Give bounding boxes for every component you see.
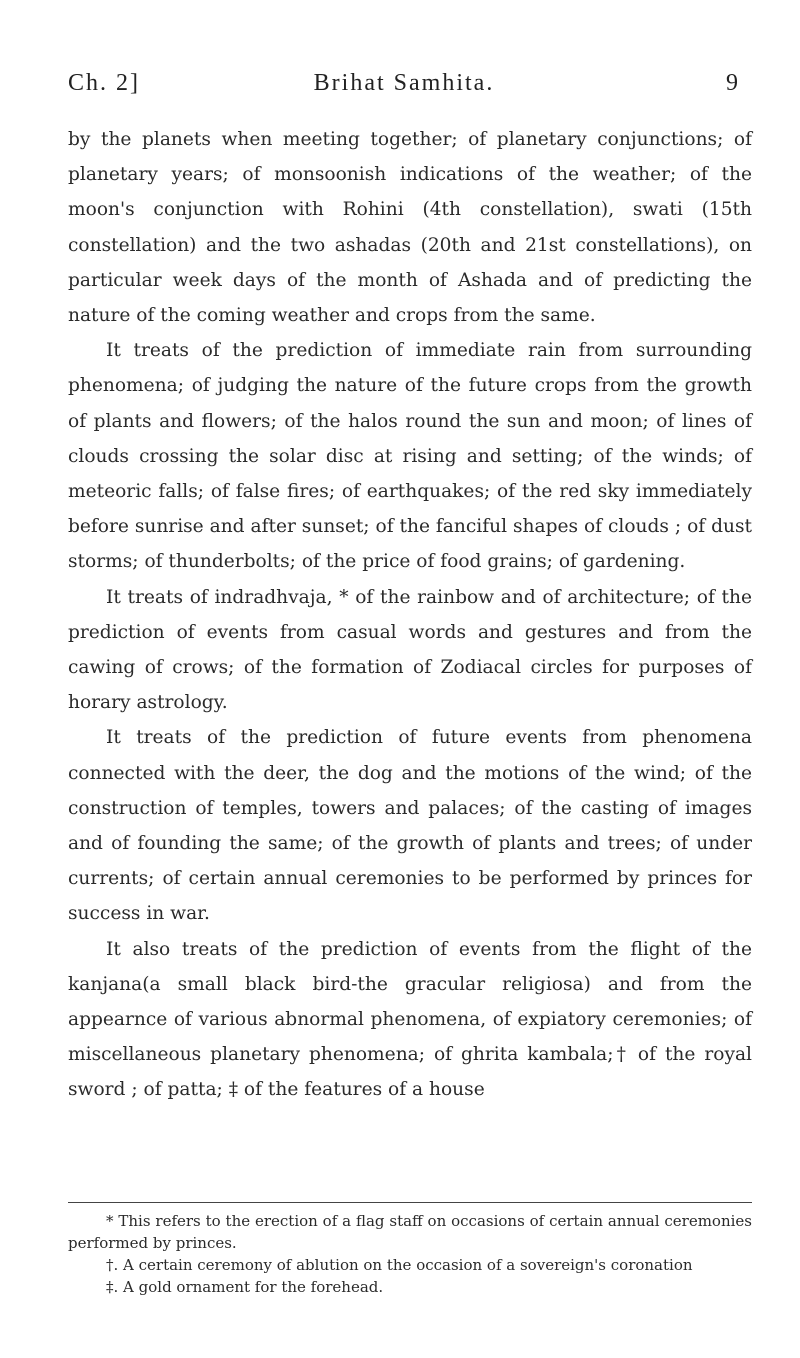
paragraph: It treats of indradhvaja, * of the rainbow and of architecture; of the prediction of events from casual words and gestures and from the cawing of crows; of the formation of Zodiacal circles for purposes of horary astrology. [68, 586, 752, 714]
body-text [68, 122, 752, 1108]
footnote-divider [68, 1202, 752, 1203]
footnote: * This refers to the erection of a flag staff on occasions of certain annual ceremonies performed by princes. [68, 1212, 752, 1252]
footnote: ‡. A gold ornament for the forehead. [106, 1278, 384, 1296]
footnote: †. A certain ceremony of ablution on the occasion of a sovereign's coronation [106, 1256, 693, 1274]
footnotes [68, 1210, 752, 1298]
page-number: 9 [726, 70, 740, 96]
paragraph: by the planets when meeting together; of planetary conjunctions; of planetary years; of monsoonish indications of the weather; of the moon's conjunction with Rohini (4th constellation), swati (15th constellation) and the two ashadas (20th and 21st constellations), on particular week days of the month of Ashada and of predicting the nature of the coming weather and crops from the same. [68, 129, 752, 327]
chapter-label: Ch. 2] [68, 70, 140, 96]
book-title: Brihat Samhita. [313, 70, 495, 96]
paragraph: It treats of the prediction of immediate rain from surrounding phenomena; of judging the nature of the future crops from the growth of plants and flowers; of the halos round the sun and moon; of lines of clouds crossing the solar disc at rising and setting; of the winds; of meteoric falls; of false fires; of earthquakes; of the red sky immediately before sunrise and after sunset; of the fanciful shapes of clouds ; of dust storms; of thunderbolts; of the price of food grains; of gardening. [68, 340, 752, 573]
paragraph: It also treats of the prediction of events from the flight of the kanjana(a small black bird-the gracular religiosa) and from the appearnce of various abnormal phenomena, of expiatory ceremonies; of miscellaneous planetary phenomena; of ghrita kambala;† of the royal sword ; of patta; ‡ of the features of a house [68, 938, 752, 1101]
running-header [68, 70, 740, 106]
paragraph: It treats of the prediction of future events from phenomena connected with the deer, the dog and the motions of the wind; of the construction of temples, towers and palaces; of the casting of images and of founding the same; of the growth of plants and trees; of under currents; of certain annual ceremonies to be performed by princes for success in war. [68, 727, 752, 925]
